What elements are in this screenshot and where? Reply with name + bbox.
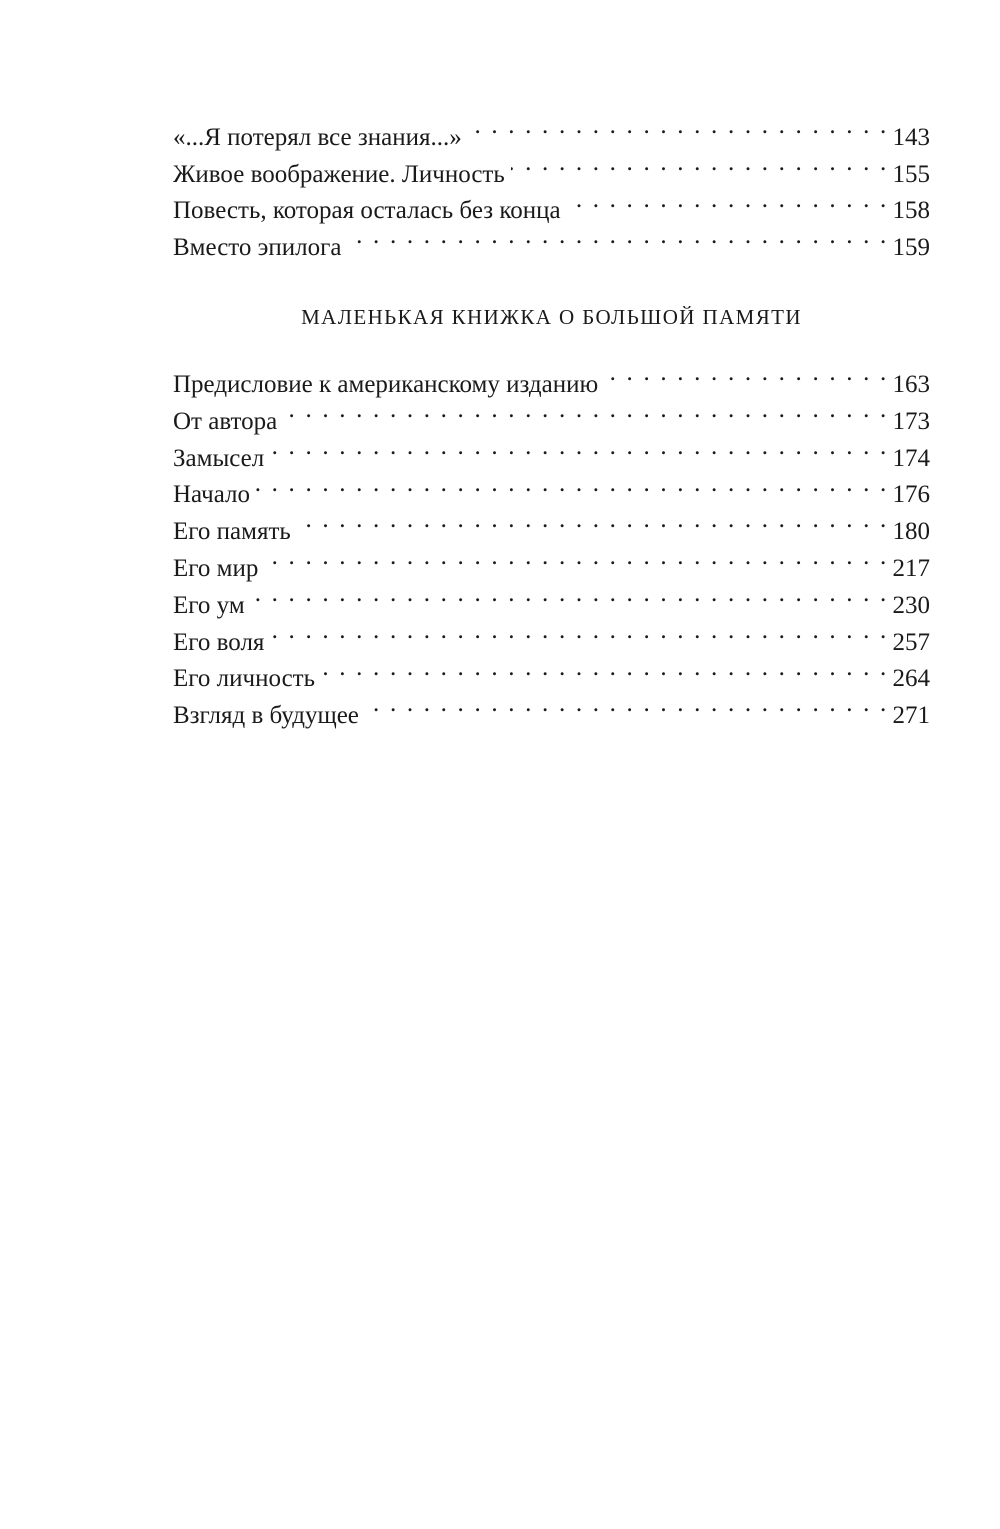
toc-entry-page: 143 — [892, 123, 930, 151]
dot-leader — [347, 218, 888, 255]
toc-entry-title: Предисловие к американскому изданию — [173, 367, 604, 404]
toc-entry-page: 158 — [892, 197, 930, 225]
dot-leader — [567, 182, 889, 219]
toc-entry-page: 159 — [892, 234, 930, 262]
toc-entry-title: Взгляд в будущее — [173, 698, 365, 735]
toc-entry-title: Вместо эпилога — [173, 230, 347, 267]
section-heading: МАЛЕНЬКАЯ КНИЖКА О БОЛЬШОЙ ПАМЯТИ — [301, 305, 802, 330]
toc-entry-title: Его мир — [173, 551, 264, 588]
toc-list-part2 — [173, 355, 930, 730]
toc-entry-page: 163 — [892, 370, 930, 398]
dot-leader — [511, 145, 889, 182]
toc-entry-page: 264 — [892, 665, 930, 693]
toc-entry-title: От автора — [173, 404, 283, 441]
toc-entry[interactable] — [173, 355, 930, 398]
dot-leader — [321, 650, 888, 687]
toc-entry[interactable] — [173, 392, 930, 435]
toc-entry-page: 176 — [892, 481, 930, 509]
dot-leader — [264, 539, 888, 576]
toc-entry[interactable] — [173, 108, 930, 151]
toc-entry-title: Живое воображение. Личность — [173, 157, 511, 194]
toc-entry-title: Повесть, которая осталась без конца — [173, 193, 567, 230]
toc-entry-title: Его воля — [173, 625, 270, 662]
dot-leader — [604, 355, 888, 392]
dot-leader — [365, 686, 889, 723]
toc-entry-title: Его память — [173, 514, 297, 551]
toc-entry-page: 173 — [892, 407, 930, 435]
toc-entry-title: Его личность — [173, 661, 321, 698]
toc-entry[interactable] — [173, 576, 930, 619]
toc-entry-title: Его ум — [173, 588, 251, 625]
dot-leader — [468, 108, 889, 145]
toc-entry-page: 257 — [892, 628, 930, 656]
toc-entry[interactable] — [173, 613, 930, 656]
toc-entry-title: «...Я потерял все знания...» — [173, 120, 468, 157]
toc-entry-page: 180 — [892, 518, 930, 546]
contents-page — [173, 108, 930, 730]
dot-leader — [283, 392, 888, 429]
toc-entry[interactable] — [173, 429, 930, 472]
toc-entry-title: Замысел — [173, 441, 270, 478]
dot-leader — [297, 502, 889, 539]
toc-list-part1 — [173, 108, 930, 262]
dot-leader — [256, 466, 888, 503]
toc-entry-page: 230 — [892, 591, 930, 619]
toc-entry[interactable] — [173, 539, 930, 582]
toc-entry[interactable] — [173, 650, 930, 693]
toc-entry-page: 174 — [892, 444, 930, 472]
toc-entry-page: 271 — [892, 702, 930, 730]
toc-entry[interactable] — [173, 466, 930, 509]
toc-entry-page: 217 — [892, 554, 930, 582]
toc-entry[interactable] — [173, 502, 930, 546]
dot-leader — [270, 429, 888, 466]
toc-entry-title: Начало — [173, 477, 256, 514]
dot-leader — [270, 613, 888, 650]
dot-leader — [251, 576, 889, 613]
toc-entry-page: 155 — [892, 160, 930, 188]
